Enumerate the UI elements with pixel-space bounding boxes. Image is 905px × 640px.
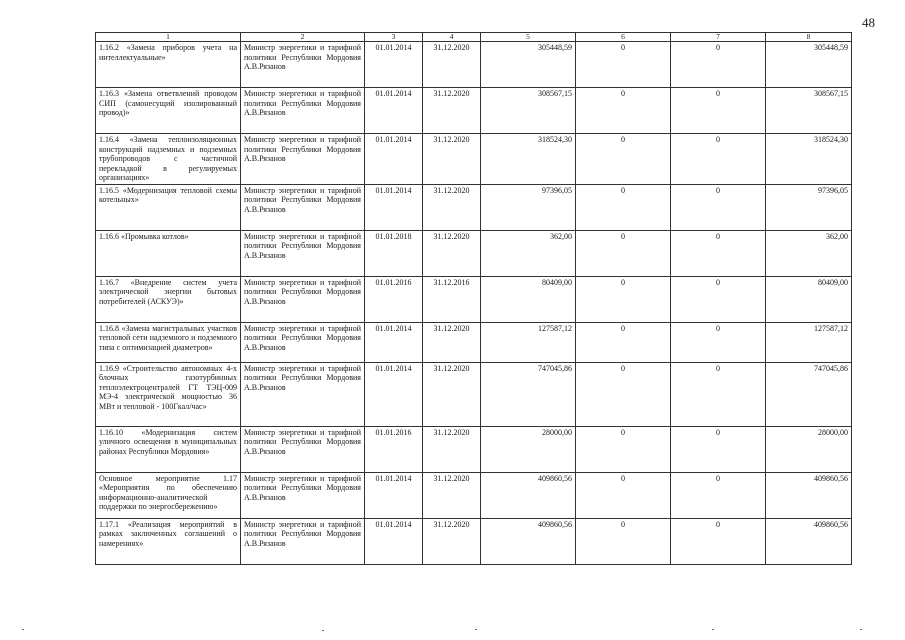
column-header-7: 7 (671, 33, 766, 42)
value-col8-cell: 97396,05 (766, 184, 852, 230)
responsible-executor-cell: Министр энергетики и тарифной политики Республики Мордовия А.В.Рязанов (241, 362, 365, 426)
end-date-cell: 31.12.2020 (423, 184, 481, 230)
table-row (96, 276, 852, 322)
value-col8-cell: 308567,15 (766, 88, 852, 134)
measure-name-cell: Основное мероприятие 1.17 «Мероприятия по обеспечению информационно-аналитической поддержки по энергосбережению» (96, 472, 241, 518)
column-header-5: 5 (481, 33, 576, 42)
table-row (96, 322, 852, 362)
measure-name-cell: 1.16.9 «Строительство автономных 4-х блочных газотурбинных теплоэлектроцентралей ГТ ТЭЦ-009 МЭ-4 электрической мощностью 36 МВт и тепловой - 100Гкал/час» (96, 362, 241, 426)
value-col5-cell: 747045,86 (481, 362, 576, 426)
value-col6-cell: 0 (576, 42, 671, 88)
column-header-1: 1 (96, 33, 241, 42)
measure-name-cell: 1.16.5 «Модернизация тепловой схемы котельных» (96, 184, 241, 230)
value-col8-cell: 747045,86 (766, 362, 852, 426)
value-col7-cell: 0 (671, 322, 766, 362)
end-date-cell: 31.12.2020 (423, 42, 481, 88)
value-col8-cell: 318524,30 (766, 134, 852, 185)
value-col7-cell: 0 (671, 88, 766, 134)
value-col8-cell: 80409,00 (766, 276, 852, 322)
measure-name-cell: 1.16.6 «Промывка котлов» (96, 230, 241, 276)
start-date-cell: 01.01.2014 (365, 518, 423, 564)
value-col6-cell: 0 (576, 134, 671, 185)
start-date-cell: 01.01.2014 (365, 184, 423, 230)
responsible-executor-cell: Министр энергетики и тарифной политики Республики Мордовия А.В.Рязанов (241, 134, 365, 185)
measure-name-cell: 1.16.2 «Замена приборов учета на интеллектуальные» (96, 42, 241, 88)
value-col6-cell: 0 (576, 276, 671, 322)
value-col5-cell: 409860,56 (481, 472, 576, 518)
value-col5-cell: 127587,12 (481, 322, 576, 362)
responsible-executor-cell: Министр энергетики и тарифной политики Республики Мордовия А.В.Рязанов (241, 88, 365, 134)
responsible-executor-cell: Министр энергетики и тарифной политики Республики Мордовия А.В.Рязанов (241, 322, 365, 362)
start-date-cell: 01.01.2014 (365, 42, 423, 88)
table-row (96, 134, 852, 185)
value-col8-cell: 409860,56 (766, 472, 852, 518)
value-col6-cell: 0 (576, 518, 671, 564)
start-date-cell: 01.01.2014 (365, 472, 423, 518)
end-date-cell: 31.12.2020 (423, 426, 481, 472)
value-col7-cell: 0 (671, 134, 766, 185)
value-col7-cell: 0 (671, 276, 766, 322)
value-col5-cell: 362,00 (481, 230, 576, 276)
end-date-cell: 31.12.2020 (423, 362, 481, 426)
table-row (96, 184, 852, 230)
value-col6-cell: 0 (576, 88, 671, 134)
value-col6-cell: 0 (576, 472, 671, 518)
responsible-executor-cell: Министр энергетики и тарифной политики Республики Мордовия А.В.Рязанов (241, 42, 365, 88)
responsible-executor-cell: Министр энергетики и тарифной политики Республики Мордовия А.В.Рязанов (241, 184, 365, 230)
start-date-cell: 01.01.2016 (365, 276, 423, 322)
value-col8-cell: 305448,59 (766, 42, 852, 88)
value-col7-cell: 0 (671, 184, 766, 230)
value-col6-cell: 0 (576, 362, 671, 426)
responsible-executor-cell: Министр энергетики и тарифной политики Республики Мордовия А.В.Рязанов (241, 230, 365, 276)
table-row (96, 472, 852, 518)
value-col6-cell: 0 (576, 322, 671, 362)
value-col8-cell: 127587,12 (766, 322, 852, 362)
table-row (96, 42, 852, 88)
value-col6-cell: 0 (576, 426, 671, 472)
table-row (96, 518, 852, 564)
start-date-cell: 01.01.2018 (365, 230, 423, 276)
measure-name-cell: 1.16.7 «Внедрение систем учета электрической энергии бытовых потребителей (АСКУЭ)» (96, 276, 241, 322)
value-col7-cell: 0 (671, 230, 766, 276)
end-date-cell: 31.12.2020 (423, 88, 481, 134)
measure-name-cell: 1.16.10 «Модернизация систем уличного освещения в муниципальных районах Республики Мордовия» (96, 426, 241, 472)
end-date-cell: 31.12.2020 (423, 322, 481, 362)
column-number-row (96, 33, 852, 42)
value-col8-cell: 409860,56 (766, 518, 852, 564)
value-col6-cell: 0 (576, 184, 671, 230)
value-col5-cell: 305448,59 (481, 42, 576, 88)
measure-name-cell: 1.17.1 «Реализация мероприятий в рамках заключенных соглашений о намерениях» (96, 518, 241, 564)
value-col7-cell: 0 (671, 362, 766, 426)
column-header-6: 6 (576, 33, 671, 42)
end-date-cell: 31.12.2020 (423, 518, 481, 564)
value-col5-cell: 80409,00 (481, 276, 576, 322)
column-header-3: 3 (365, 33, 423, 42)
value-col5-cell: 409860,56 (481, 518, 576, 564)
start-date-cell: 01.01.2014 (365, 322, 423, 362)
start-date-cell: 01.01.2014 (365, 88, 423, 134)
column-header-8: 8 (766, 33, 852, 42)
table-row (96, 362, 852, 426)
value-col5-cell: 28000,00 (481, 426, 576, 472)
end-date-cell: 31.12.2020 (423, 230, 481, 276)
end-date-cell: 31.12.2020 (423, 472, 481, 518)
responsible-executor-cell: Министр энергетики и тарифной политики Республики Мордовия А.В.Рязанов (241, 518, 365, 564)
scan-artifacts (0, 624, 905, 634)
table-row (96, 230, 852, 276)
responsible-executor-cell: Министр энергетики и тарифной политики Республики Мордовия А.В.Рязанов (241, 472, 365, 518)
value-col5-cell: 308567,15 (481, 88, 576, 134)
measure-name-cell: 1.16.8 «Замена магистральных участков тепловой сети надземного и подземного типа с оптимизацией диаметров» (96, 322, 241, 362)
start-date-cell: 01.01.2014 (365, 362, 423, 426)
page-number: 48 (862, 15, 875, 30)
table-row (96, 426, 852, 472)
responsible-executor-cell: Министр энергетики и тарифной политики Республики Мордовия А.В.Рязанов (241, 426, 365, 472)
measure-name-cell: 1.16.4 «Замена теплоизоляционных конструкций надземных и подземных трубопроводов с частичной перекладкой в регулируемых организациях» (96, 134, 241, 185)
value-col8-cell: 362,00 (766, 230, 852, 276)
value-col7-cell: 0 (671, 472, 766, 518)
value-col8-cell: 28000,00 (766, 426, 852, 472)
value-col5-cell: 318524,30 (481, 134, 576, 185)
table-row (96, 88, 852, 134)
start-date-cell: 01.01.2016 (365, 426, 423, 472)
column-header-4: 4 (423, 33, 481, 42)
responsible-executor-cell: Министр энергетики и тарифной политики Республики Мордовия А.В.Рязанов (241, 276, 365, 322)
end-date-cell: 31.12.2020 (423, 134, 481, 185)
start-date-cell: 01.01.2014 (365, 134, 423, 185)
value-col7-cell: 0 (671, 426, 766, 472)
program-table (95, 32, 852, 565)
end-date-cell: 31.12.2016 (423, 276, 481, 322)
column-header-2: 2 (241, 33, 365, 42)
value-col5-cell: 97396,05 (481, 184, 576, 230)
measure-name-cell: 1.16.3 «Замена ответвлений проводом СИП (самонесущий изолированный провод)» (96, 88, 241, 134)
value-col7-cell: 0 (671, 518, 766, 564)
value-col6-cell: 0 (576, 230, 671, 276)
value-col7-cell: 0 (671, 42, 766, 88)
